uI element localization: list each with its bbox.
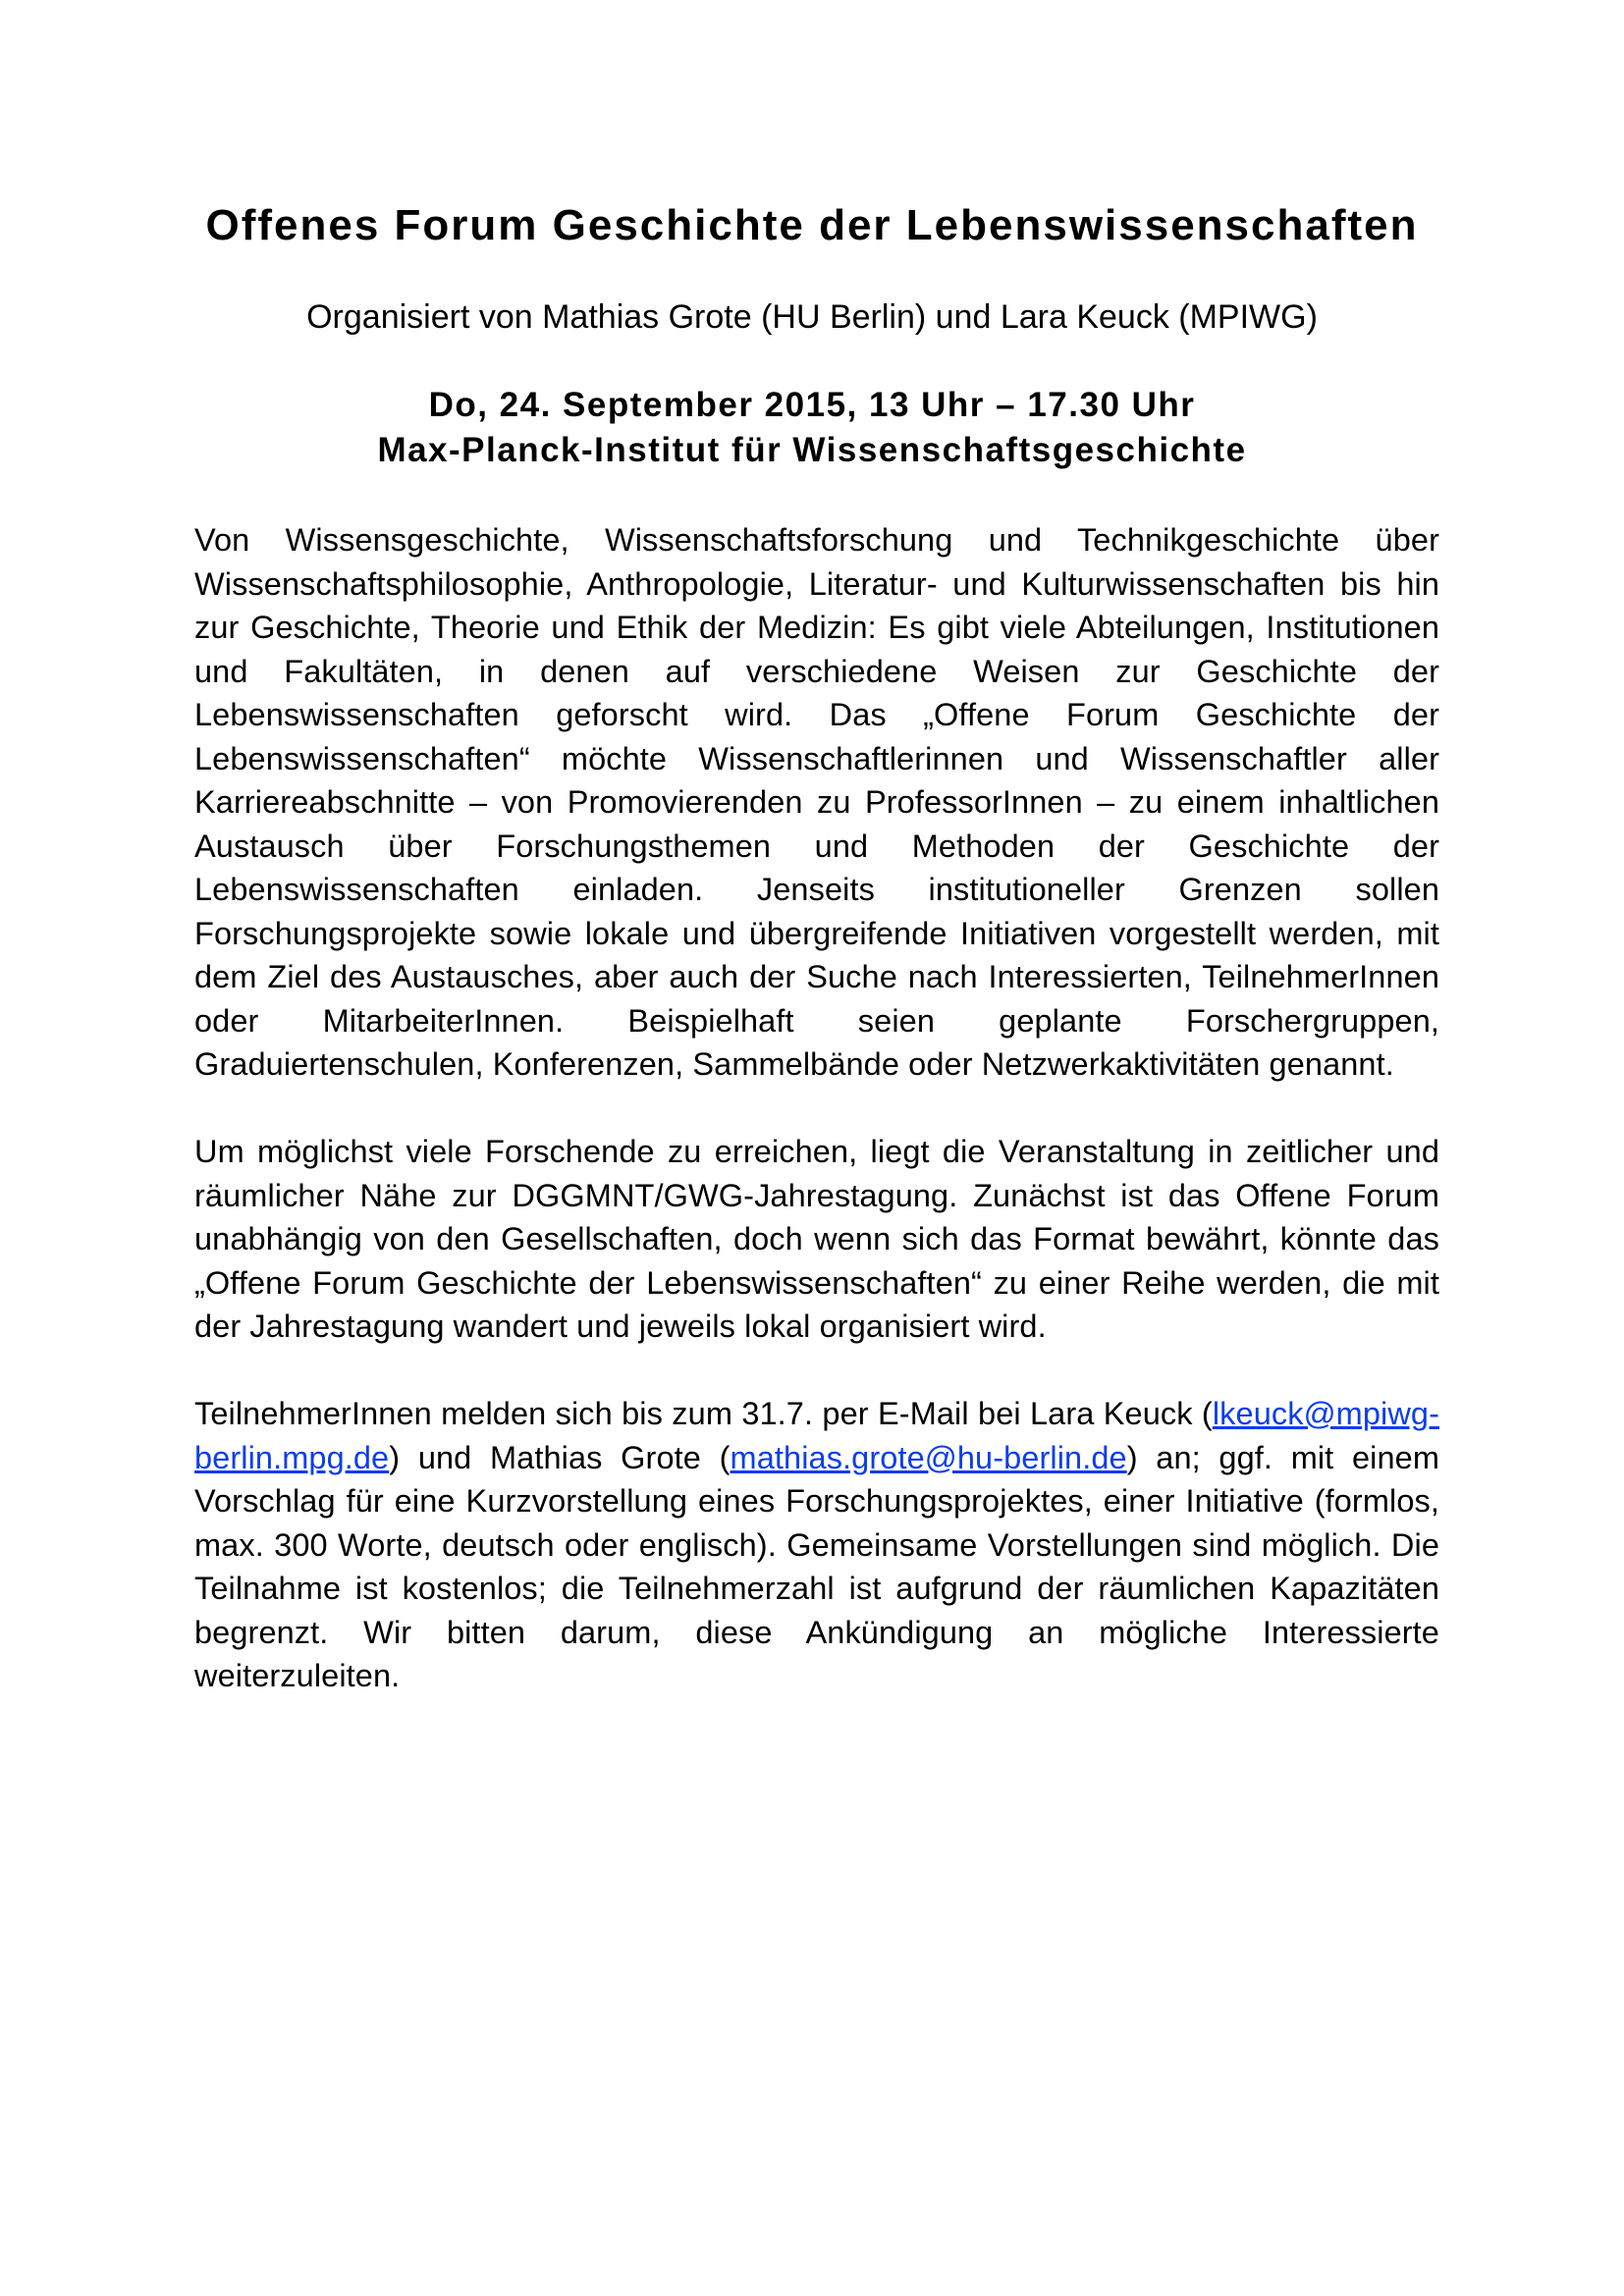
registration-text-2: ) und Mathias Grote ( (389, 1439, 731, 1475)
paragraph-registration (194, 1392, 1439, 1698)
email-link-keuck[interactable]: lkeuck@mpiwg-berlin.mpg.de (194, 1396, 1439, 1475)
paragraph-context: Um möglichst viele Forschende zu erreichen, liegt die Veranstaltung in zeitlicher und räumlicher Nähe zur DGGMNT/GWG-Jahrestagung. Zunächst ist das Offene Forum unabhängig von den Gesellschaften, doch wenn sich das Format bewährt, könnte das „Offene Forum Geschichte der Lebenswissenschaften“ zu einer Reihe werden, die mit der Jahrestagung wandert und jeweils lokal organisiert wird. (194, 1134, 1439, 1344)
document-title: Offenes Forum Geschichte der Lebenswissenschaften (205, 201, 1419, 249)
organizer-line: Organisiert von Mathias Grote (HU Berlin) und Lara Keuck (MPIWG) (306, 298, 1318, 336)
event-date: Do, 24. September 2015, 13 Uhr – 17.30 Uhr (428, 386, 1196, 424)
registration-text-1: TeilnehmerInnen melden sich bis zum 31.7. per E-Mail bei Lara Keuck ( (194, 1396, 1213, 1431)
email-link-grote[interactable]: mathias.grote@hu-berlin.de (730, 1439, 1127, 1475)
event-venue: Max-Planck-Institut für Wissenschaftsgeschichte (377, 431, 1247, 469)
paragraph-intro: Von Wissensgeschichte, Wissenschaftsforschung und Technikgeschichte über Wissenschaftsphilosophie, Anthropologie, Literatur- und Kulturwissenschaften bis hin zur Geschichte, Theorie und Ethik der Medizin: Es gibt viele Abteilungen, Institutionen und Fakultäten, in denen auf verschiedene Weisen zur Geschichte der Lebenswissenschaften geforscht wird. Das „Offene Forum Geschichte der Lebenswissenschaften“ möchte Wissenschaftlerinnen und Wissenschaftler aller Karriereabschnitte – von Promovierenden zu ProfessorInnen – zu einem inhaltlichen Austausch über Forschungsthemen und Methoden der Geschichte der Lebenswissenschaften einladen. Jenseits institutioneller Grenzen sollen Forschungsprojekte sowie lokale und übergreifende Initiativen vorgestellt werden, mit dem Ziel des Austausches, aber auch der Suche nach Interessierten, TeilnehmerInnen oder MitarbeiterInnen. Beispielhaft seien geplante Forschergruppen, Graduiertenschulen, Konferenzen, Sammelbände oder Netzwerkaktivitäten genannt. (194, 522, 1439, 1082)
registration-text-3: ) an; ggf. mit einem Vorschlag für eine Kurzvorstellung eines Forschungsprojektes, einer Initiative (formlos, max. 300 Worte, deutsch oder englisch). Gemeinsame Vorstellungen sind möglich. Die Teilnahme ist kostenlos; die Teilnehmerzahl ist aufgrund der räumlichen Kapazitäten begrenzt. Wir bitten darum, diese Ankündigung an mögliche Interessierte weiterzuleiten. (194, 1439, 1439, 1693)
